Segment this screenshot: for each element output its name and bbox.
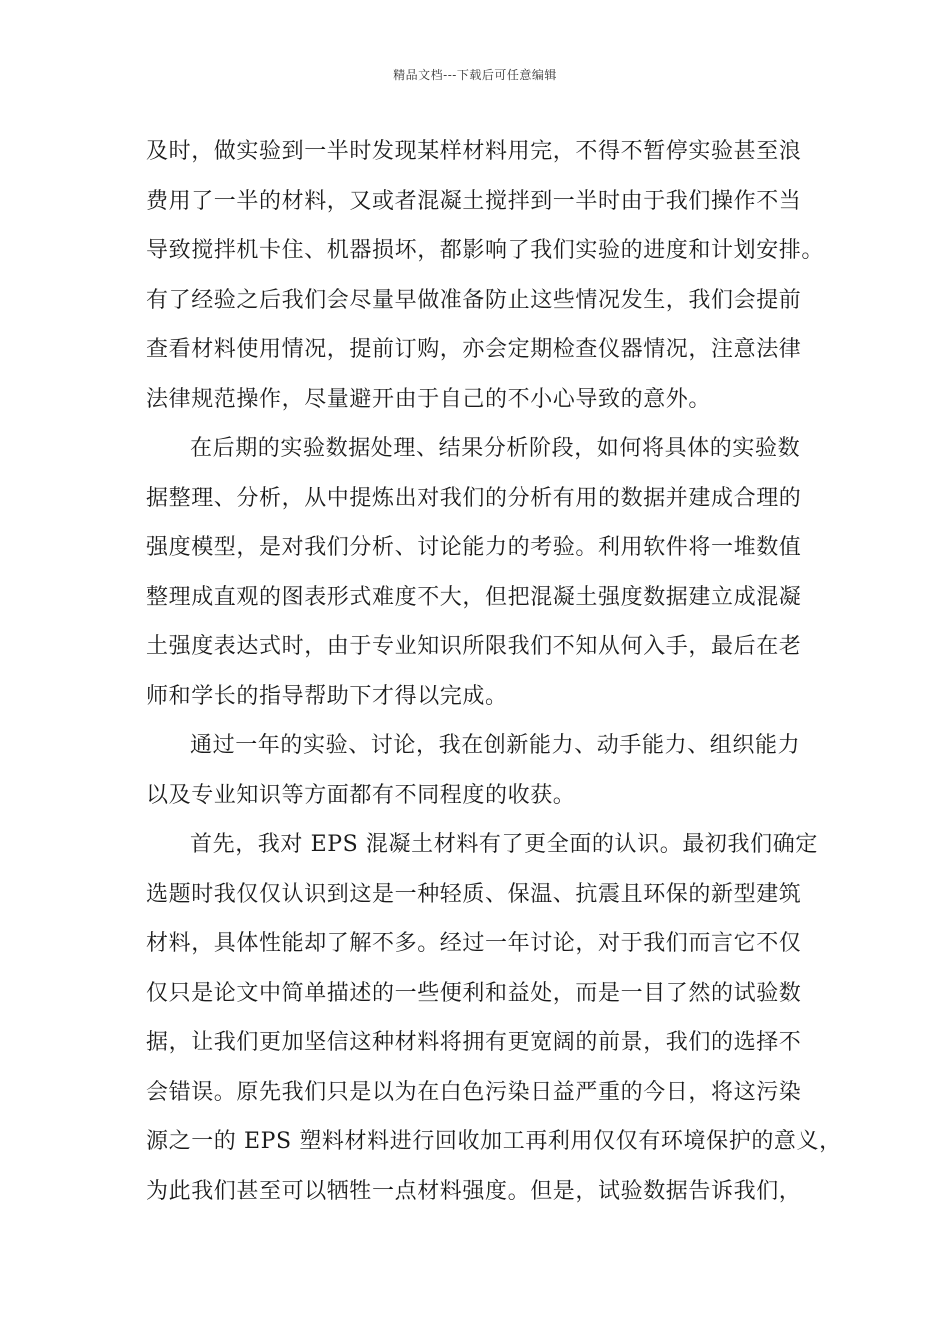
text-line: 师和学长的指导帮助下才得以完成。 [146,683,508,709]
text-line: 有了经验之后我们会尽量早做准备防止这些情况发生，我们会提前 [146,287,802,313]
text-line: 法律规范操作，尽量避开由于自己的不小心导致的意外。 [146,386,712,412]
text-line: 整理成直观的图表形式难度不大，但把混凝土强度数据建立成混凝 [146,584,802,610]
text-line: 为此我们甚至可以牺牲一点材料强度。但是，试验数据告诉我们， [146,1178,802,1204]
text-line: 通过一年的实验、讨论，我在创新能力、动手能力、组织能力 [190,733,801,758]
document-body [146,136,842,1225]
text-line: 在后期的实验数据处理、结果分析阶段，如何将具体的实验数 [190,436,801,461]
text-line: 以及专业知识等方面都有不同程度的收获。 [146,782,576,808]
text-line: 及时，做实验到一半时发现某样材料用完，不得不暂停实验甚至浪 [146,139,802,164]
text-line: 材料，具体性能却了解不多。经过一年讨论，对于我们而言它不仅 [146,931,802,956]
paragraph [146,136,825,433]
text-line: 查看材料使用情况，提前订购，亦会定期检查仪器情况，注意法律 [146,337,802,362]
text-line: 强度模型，是对我们分析、讨论能力的考验。利用软件将一堆数值 [146,535,802,560]
page-header: 精品文档---下载后可任意编辑 [393,68,557,82]
text-line: 仅只是论文中简单描述的一些便利和益处，而是一目了然的试验数 [146,980,802,1006]
text-line: 费用了一半的材料，又或者混凝土搅拌到一半时由于我们操作不当 [146,188,802,214]
text-line: 据，让我们更加坚信这种材料将拥有更宽阔的前景，我们的选择不 [146,1030,802,1055]
text-line: 土强度表达式时，由于专业知识所限我们不知从何入手，最后在老 [146,634,802,659]
text-line: 导致搅拌机卡住、机器损坏，都影响了我们实验的进度和计划安排。 [146,238,825,263]
paragraph [146,730,814,829]
text-line: 据整理、分析，从中提炼出对我们的分析有用的数据并建成合理的 [146,485,802,511]
text-line: 会错误。原先我们只是以为在白色污染日益严重的今日，将这污染 [146,1079,802,1105]
text-line: 首先，我对 EPS 混凝土材料有了更全面的认识。最初我们确定 [190,832,818,857]
text-line: 源之一的 EPS 塑料材料进行回收加工再利用仅仅有环境保护的意义， [146,1129,842,1154]
text-line: 选题时我仅仅认识到这是一种轻质、保温、抗震且环保的新型建筑 [146,881,802,907]
paragraph [146,829,842,1225]
paragraph [146,433,814,730]
